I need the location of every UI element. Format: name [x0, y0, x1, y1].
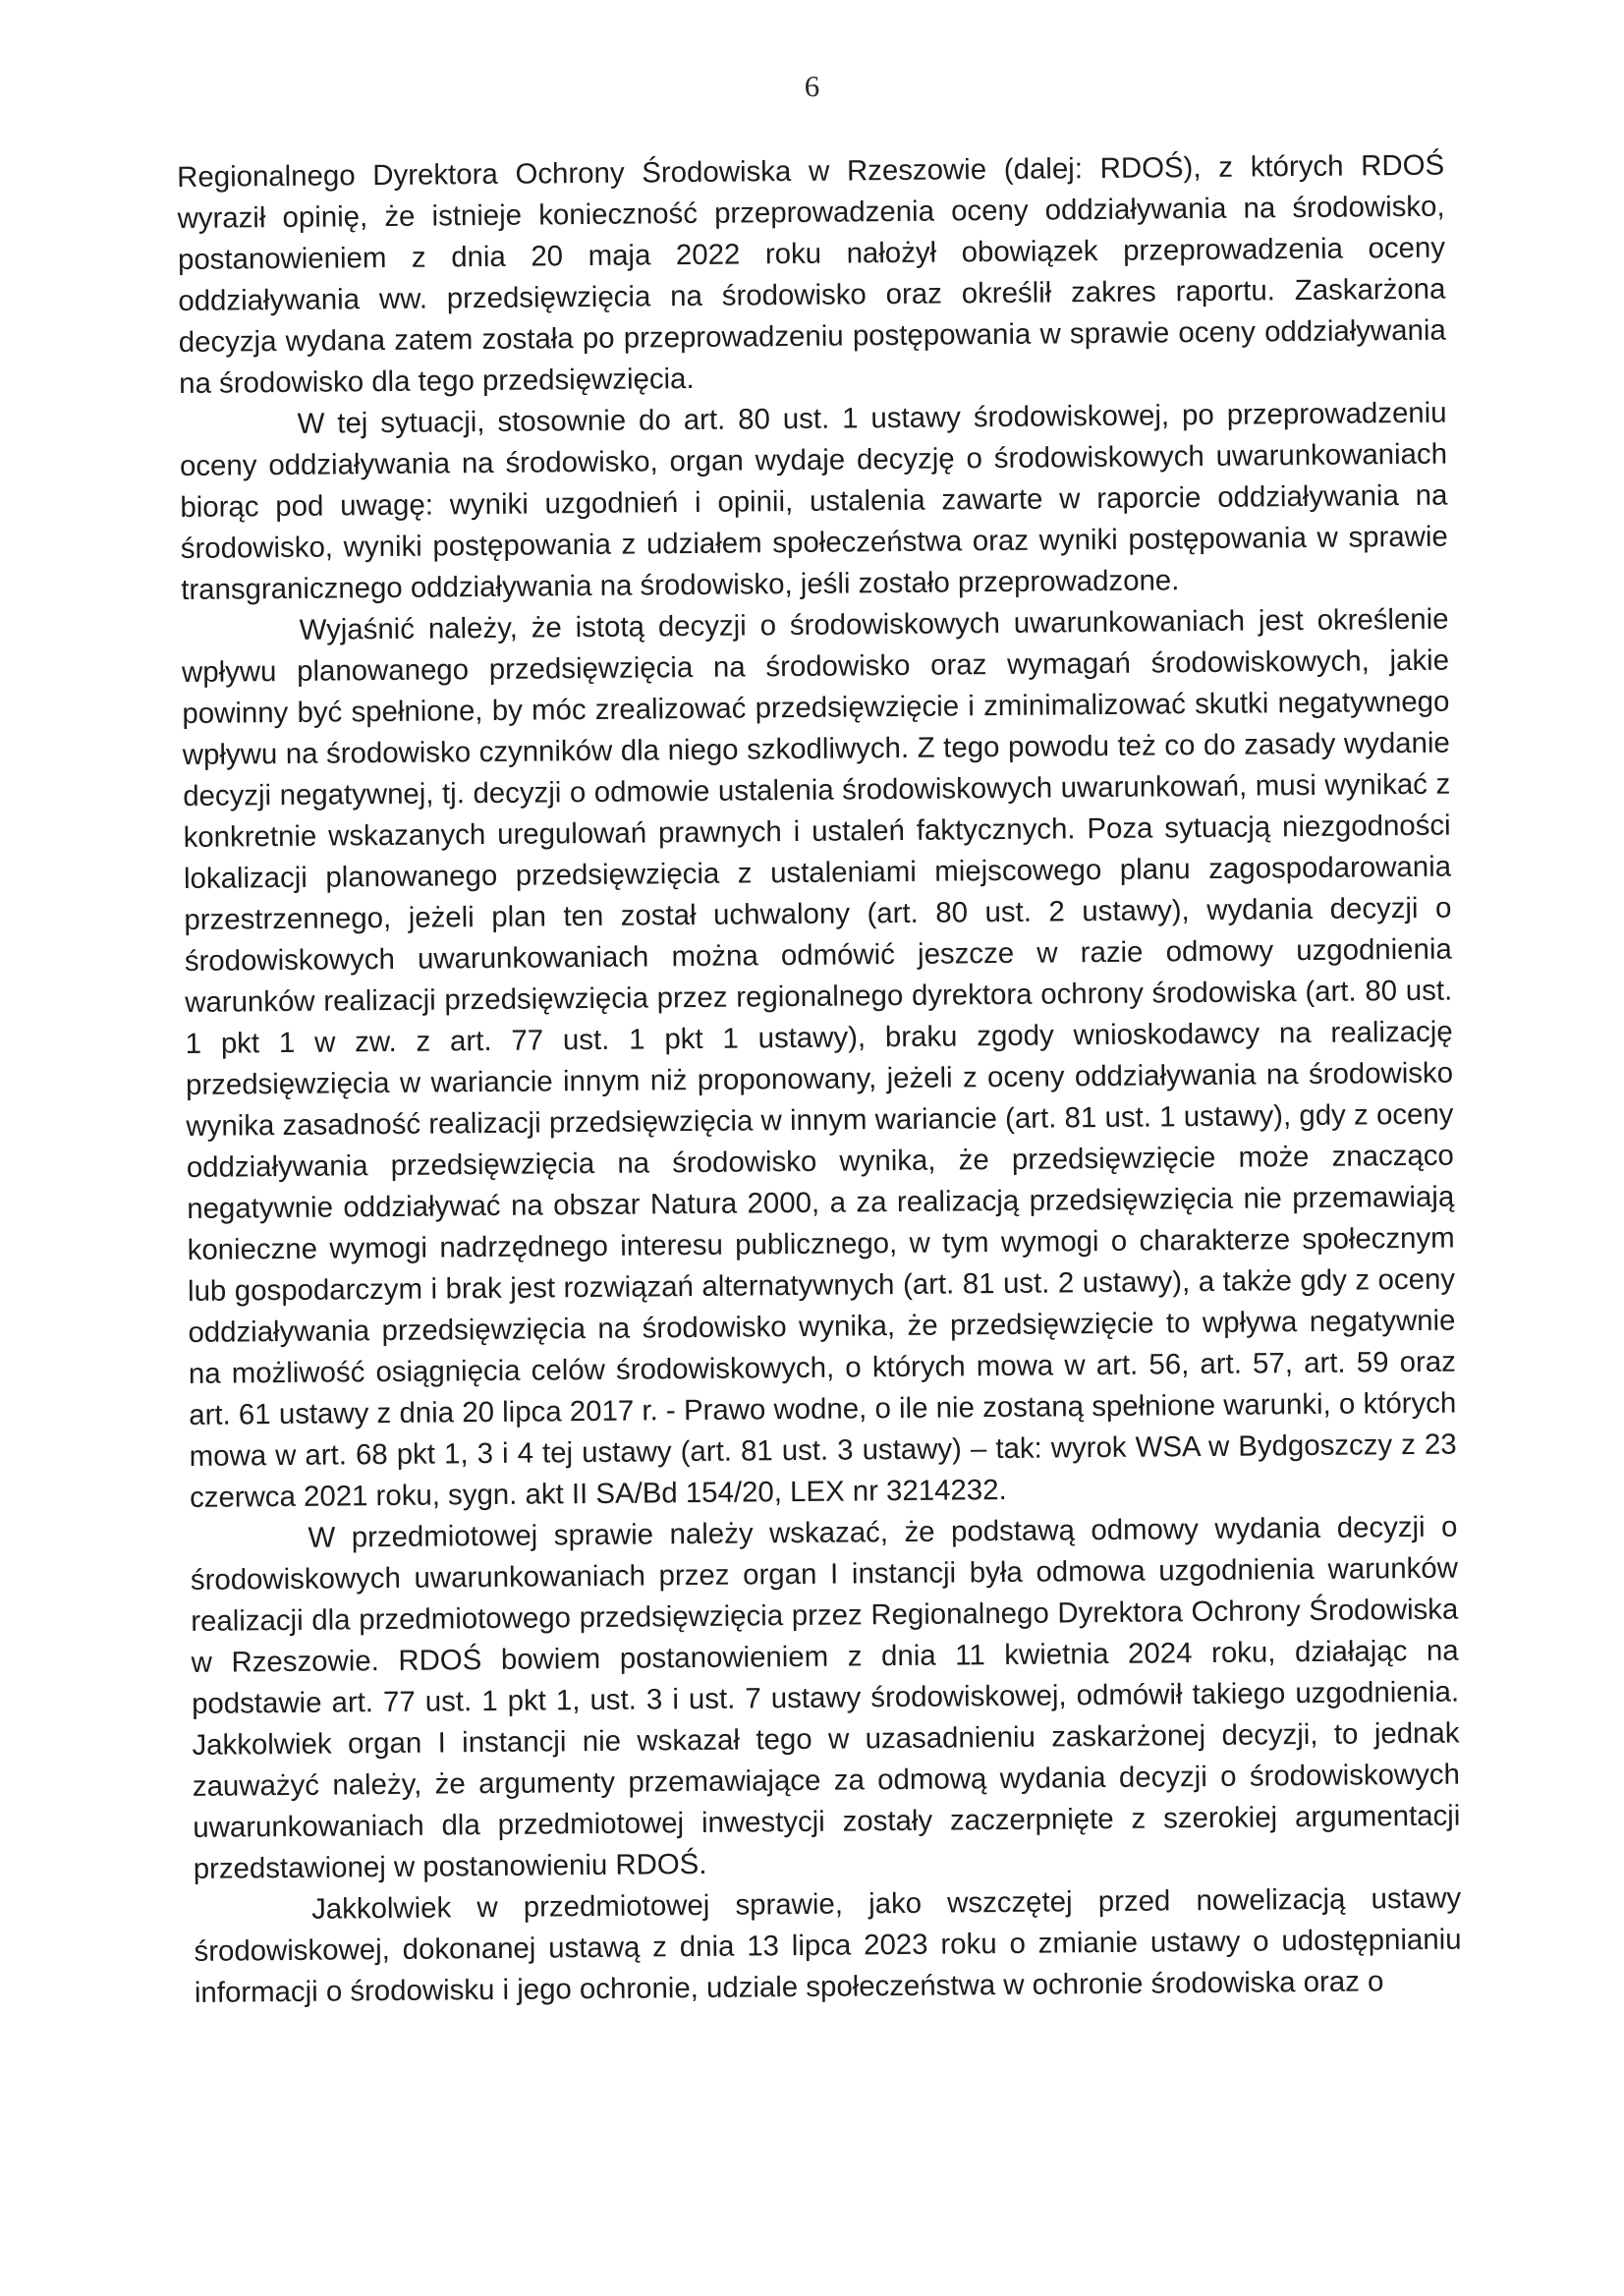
paragraph-2: W tej sytuacji, stosownie do art. 80 ust. 1 ustawy środowiskowej, po przeprowadzeniu oceny oddziaływania na środowisko, organ wydaje decyzję o środowiskowych uwarunkowaniach biorąc pod uwagę: wyniki uzgodnień i opinii, ustalenia zawarte w raporcie oddziaływania na środowisko, wyniki postępowania z udziałem społeczeństwa oraz wyniki postępowania w sprawie transgranicznego oddziaływania na środowisko, jeśli zostało przeprowadzone.	[179, 396, 1448, 606]
paragraph-1: Regionalnego Dyrektora Ochrony Środowiska w Rzeszowie (dalej: RDOŚ), z których RDOŚ wyraził opinię, że istnieje konieczność przeprowadzenia oceny oddziaływania na środowisko, postanowieniem z dnia 20 maja 2022 roku nałożył obowiązek przeprowadzenia oceny oddziaływania ww. przedsięwzięcia na środowisko oraz określił zakres raportu. Zaskarżona decyzja wydana zatem została po przeprowadzeniu postępowania w sprawie oceny oddziaływania na środowisko dla tego przedsięwzięcia.	[177, 148, 1446, 400]
paragraph-3: Wyjaśnić należy, że istotą decyzji o środowiskowych uwarunkowaniach jest określenie wpływu planowanego przedsięwzięcia na środowisko oraz wymagań środowiskowych, jakie powinny być spełnione, by móc zrealizować przedsięwzięcie i zminimalizować skutki negatywnego wpływu na środowisko czynników dla niego szkodliwych. Z tego powodu też co do zasady wydanie decyzji negatywnej, tj. decyzji o odmowie ustalenia środowiskowych uwarunkowań, musi wynikać z konkretnie wskazanych uregulowań prawnych i ustaleń faktycznych. Poza sytuacją niezgodności lokalizacji planowanego przedsięwzięcia z ustaleniami miejscowego planu zagospodarowania przestrzennego, jeżeli plan ten został uchwalony (art. 80 ust. 2 ustawy), wydania decyzji o środowiskowych uwarunkowaniach można odmówić jeszcze w razie odmowy uzgodnienia warunków realizacji przedsięwzięcia przez regionalnego dyrektora ochrony środowiska (art. 80 ust. 1 pkt 1 w zw. z art. 77 ust. 1 pkt 1 ustawy), braku zgody wnioskodawcy na realizację przedsięwzięcia w wariancie innym niż proponowany, jeżeli z oceny oddziaływania na środowisko wynika zasadność realizacji przedsięwzięcia w innym wariancie (art. 81 ust. 1 ustawy), gdy z oceny oddziaływania przedsięwzięcia na środowisko wynika, że przedsięwzięcie może znacząco negatywnie oddziaływać na obszar Natura 2000, a za realizacją przedsięwzięcia nie przemawiają konieczne wymogi nadrzędnego interesu publicznego, w tym wymogi o charakterze społecznym lub gospodarczym i brak jest rozwiązań alternatywnych (art. 81 ust. 2 ustawy), a także gdy z oceny oddziaływania przedsięwzięcia na środowisko wynika, że przedsięwzięcie to wpływa negatywnie na możliwość osiągnięcia celów środowiskowych, o których mowa w art. 56, art. 57, art. 59 oraz art. 61 ustawy z dnia 20 lipca 2017 r. - Prawo wodne, o ile nie zostaną spełnione warunki, o których mowa w art. 68 pkt 1, 3 i 4 tej ustawy (art. 81 ust. 3 ustawy) – tak: wyrok WSA w Bydgoszczy z 23 czerwca 2021 roku, sygn. akt II SA/Bd 154/20, LEX nr 3214232.	[181, 602, 1457, 1514]
document-body	[177, 145, 1462, 2014]
page-number: 6	[804, 69, 820, 103]
paragraph-4: W przedmiotowej sprawie należy wskazać, że podstawą odmowy wydania decyzji o środowiskowych uwarunkowaniach przez organ I instancji była odmowa uzgodnienia warunków realizacji dla przedmiotowego przedsięwzięcia przez Regionalnego Dyrektora Ochrony Środowiska w Rzeszowie. RDOŚ bowiem postanowieniem z dnia 11 kwietnia 2024 roku, działając na podstawie art. 77 ust. 1 pkt 1, ust. 3 i ust. 7 ustawy środowiskowej, odmówił takiego uzgodnienia. Jakkolwiek organ I instancji nie wskazał tego w uzasadnieniu zaskarżonej decyzji, to jednak zauważyć należy, że argumenty przemawiające za odmową wydania decyzji o środowiskowych uwarunkowaniach dla przedmiotowej inwestycji zostały zaczerpnięte z szerokiej argumentacji przedstawionej w postanowieniu RDOŚ.	[190, 1510, 1461, 1885]
paragraph-5: Jakkolwiek w przedmiotowej sprawie, jako wszczętej przed nowelizacją ustawy środowiskowej, dokonanej ustawą z dnia 13 lipca 2023 roku o zmianie ustawy o udostępnianiu informacji o środowisku i jego ochronie, udziale społeczeństwa w ochronie środowiska oraz o	[194, 1881, 1462, 2009]
